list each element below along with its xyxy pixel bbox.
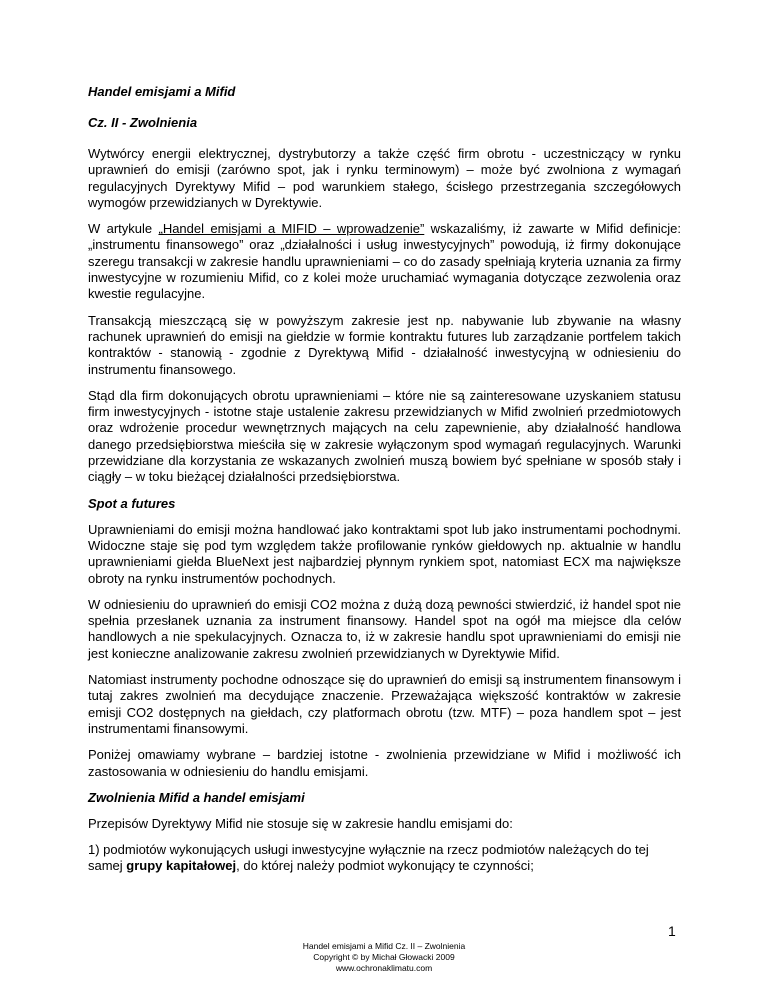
paragraph-8: Poniżej omawiamy wybrane – bardziej istotne - zwolnienia przewidziane w Mifid i możliwość ich zastosowania w odniesieniu do handlu emisjami. [88, 747, 681, 779]
paragraph-2-text-a: W artykule [88, 221, 159, 237]
paragraph-10-bold: grupy kapitałowej [126, 858, 237, 874]
paragraph-7: Natomiast instrumenty pochodne odnoszące się do uprawnień do emisji są instrumentem finansowym i tutaj zakres zwolnień ma decydujące znaczenie. Przeważająca większość kontraktów w zakresie emisji CO2 dostępnych na giełdach, czy platformach obrotu (tzw. MTF) – poza handlem spot – jest instrumentami finansowymi. [88, 672, 681, 736]
footer-copyright: Copyright © by Michał Głowacki 2009 [313, 952, 455, 962]
paragraph-10-text-b: , do której należy podmiot wykonujący te czynności; [236, 858, 534, 874]
section-heading-exemptions: Zwolnienia Mifid a handel emisjami [88, 789, 305, 805]
page-footer [0, 941, 768, 974]
paragraph-10 [88, 842, 681, 875]
paragraph-6: W odniesieniu do uprawnień do emisji CO2 można z dużą dozą pewności stwierdzić, iż handel spot nie spełnia przesłanek uznania za instrument finansowy. Handel spot na ogół ma miejsce dla celów handlowych a nie spekulacyjnych. Oznacza to, iż w zakresie handlu spot uprawnieniami do emisji nie jest konieczne analizowanie zakresu zwolnień przewidzianych w Dyrektywie Mifid. [88, 596, 681, 661]
document-title: Handel emisjami a Mifid [88, 84, 236, 99]
section-heading-spot: Spot a futures [88, 495, 176, 511]
paragraph-4: Stąd dla firm dokonujących obrotu uprawnieniami – które nie są zainteresowane uzyskaniem statusu firm inwestycyjnych - istotne staje ustalenie zakresu przewidzianych w Mifid zwolnień przedmiotowych oraz wdrożenie procedur wewnętrznych mających na celu zapewnienie, aby działalność handlowa danego przedsiębiorstwa mieściła się w zakresie wyłączonym spod wymagań regulacyjnych. Warunki przewidziane dla korzystania ze wskazanych zwolnień muszą bowiem być spełniane w sposób stały i ciągły – w toku bieżącej działalności przedsiębiorstwa. [88, 387, 681, 485]
paragraph-5: Uprawnieniami do emisji można handlować jako kontraktami spot lub jako instrumentami pochodnymi. Widoczne staje się pod tym względem także profilowanie rynków giełdowych np. aktualnie w handlu uprawnieniami giełda BlueNext jest najbardziej płynnym rynkiem spot, natomiast ECX ma największe obroty na rynku instrumentów pochodnych. [88, 521, 681, 586]
paragraph-2 [88, 221, 681, 302]
paragraph-3: Transakcją mieszczącą się w powyższym zakresie jest np. nabywanie lub zbywanie na własny rachunek uprawnień do emisji na giełdzie w formie kontraktu futures lub zarządzanie portfelem takich kontraktów - stanowią - zgodnie z Dyrektywą Mifid - działalność inwestycyjną w odniesieniu do instrumentu finansowego. [88, 312, 681, 377]
footer-title: Handel emisjami a Mifid Cz. II – Zwolnienia [302, 941, 466, 951]
article-link[interactable]: „Handel emisjami a MIFID – wprowadzenie” [158, 221, 425, 237]
document-body [88, 84, 681, 885]
part-heading: Cz. II - Zwolnienia [88, 115, 198, 130]
paragraph-1: Wytwórcy energii elektrycznej, dystrybutorzy a także część firm obrotu - uczestniczący w rynku uprawnień do emisji (zarówno spot, jak i rynku terminowym) – może być zwolniona z wymagań regulacyjnych Dyrektywy Mifid – pod warunkiem stałego, ścisłego przestrzegania szczegółowych wymogów przewidzianych w Dyrektywie. [88, 146, 681, 210]
footer-website: www.ochronaklimatu.com [335, 963, 433, 973]
paragraph-10-text-a: 1) podmiotów wykonujących usługi inwestycyjne wyłącznie na rzecz podmiotów należących do tej samej [88, 842, 649, 874]
paragraph-2-text-b: wskazaliśmy, iż zawarte w Mifid definicje: „instrumentu finansowego” oraz „działalności i usług inwestycyjnych” powodują, iż firmy dokonujące szeregu transakcji w zakresie handlu uprawnieniami – co do zasady spełniają kryteria uznania za firmy inwestycyjne w rozumieniu Mifid, co z kolei może uruchamiać wymagania dotyczące zezwolenia oraz kwestie regulacyjne. [88, 221, 681, 302]
page-number: 1 [668, 923, 676, 939]
paragraph-9: Przepisów Dyrektywy Mifid nie stosuje się w zakresie handlu emisjami do: [88, 815, 513, 831]
